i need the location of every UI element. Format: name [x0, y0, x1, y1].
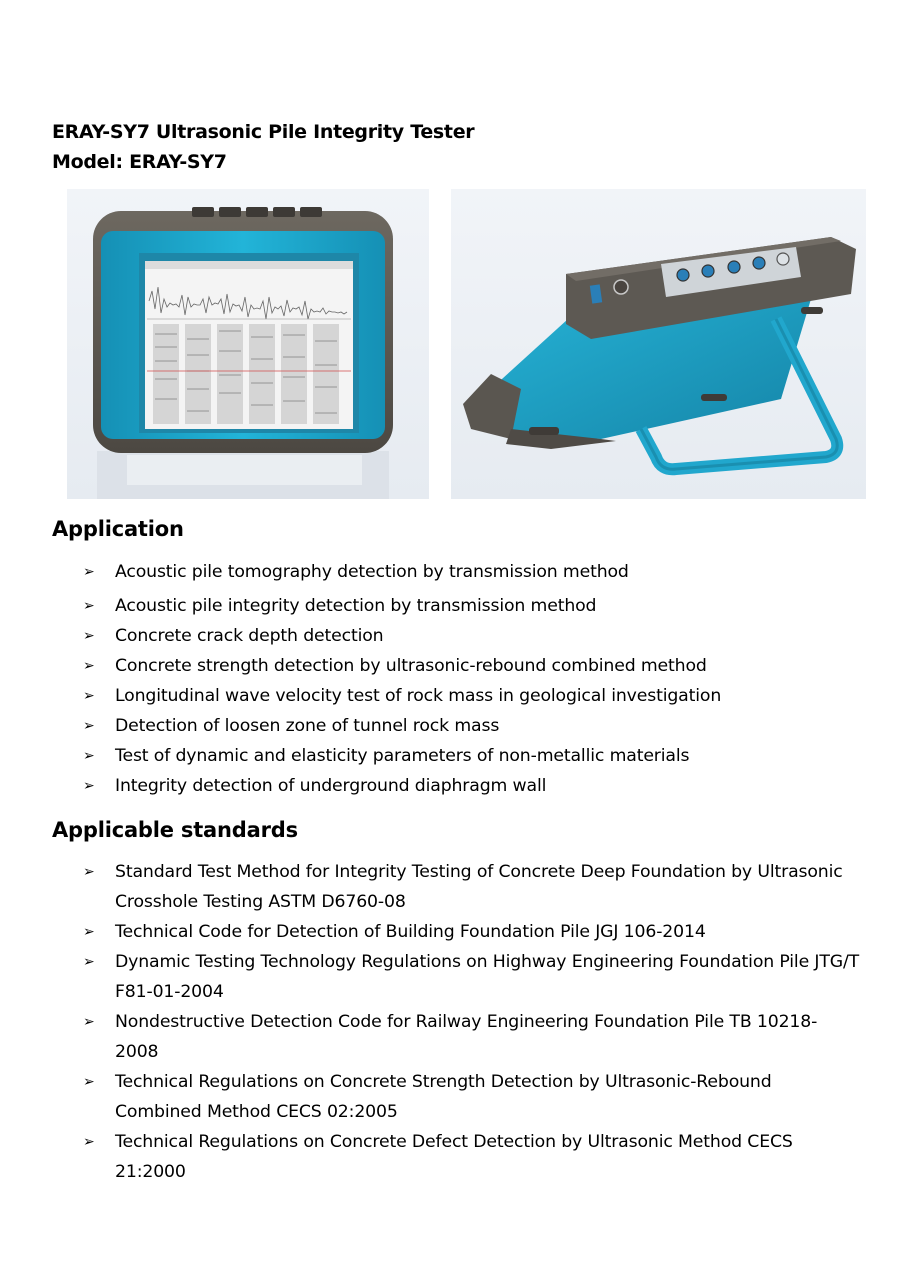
application-item-text: Longitudinal wave velocity test of rock mass in geological investigation [115, 686, 722, 706]
standard-item [0, 1127, 860, 1187]
arrow-bullet-icon: ➢ [83, 658, 95, 674]
standard-item [0, 1007, 860, 1067]
application-heading: Application [52, 517, 184, 541]
arrow-bullet-icon: ➢ [83, 564, 95, 580]
arrow-bullet-icon: ➢ [83, 598, 95, 614]
application-item-text: Acoustic pile tomography detection by transmission method [115, 562, 629, 582]
model-line: Model: ERAY-SY7 [52, 151, 227, 173]
arrow-bullet-icon: ➢ [83, 688, 95, 704]
standard-item-text: Technical Code for Detection of Building Foundation Pile JGJ 106-2014 [115, 922, 706, 942]
product-title: ERAY-SY7 Ultrasonic Pile Integrity Tester [52, 121, 475, 143]
application-item [0, 557, 860, 587]
standard-item [0, 1067, 860, 1127]
application-item [0, 621, 860, 651]
standard-item-text: Dynamic Testing Technology Regulations on Highway Engineering Foundation Pile JTG/T F81-01-2004 [115, 952, 860, 1002]
arrow-bullet-icon: ➢ [83, 954, 95, 970]
arrow-bullet-icon: ➢ [83, 1134, 95, 1150]
standard-item [0, 917, 860, 947]
standard-item-text: Technical Regulations on Concrete Defect Detection by Ultrasonic Method CECS 21:2000 [115, 1132, 793, 1182]
arrow-bullet-icon: ➢ [83, 778, 95, 794]
standard-item-text: Nondestructive Detection Code for Railway Engineering Foundation Pile TB 10218-2008 [115, 1012, 818, 1062]
standard-item-text: Standard Test Method for Integrity Testing of Concrete Deep Foundation by Ultrasonic Crosshole Testing ASTM D6760-08 [115, 862, 843, 912]
standard-item [0, 857, 860, 917]
arrow-bullet-icon: ➢ [83, 864, 95, 880]
application-item [0, 771, 860, 801]
arrow-bullet-icon: ➢ [83, 924, 95, 940]
standard-item [0, 947, 860, 1007]
application-item-text: Detection of loosen zone of tunnel rock mass [115, 716, 500, 736]
standards-heading: Applicable standards [52, 818, 298, 842]
application-item-text: Acoustic pile integrity detection by transmission method [115, 596, 597, 616]
device-front-photo [67, 189, 429, 499]
application-item [0, 651, 860, 681]
tablet-front-illustration [67, 189, 429, 499]
tablet-rear-illustration [451, 189, 866, 499]
standards-list [0, 857, 860, 1187]
application-item-text: Test of dynamic and elasticity parameters of non-metallic materials [115, 746, 690, 766]
arrow-bullet-icon: ➢ [83, 1074, 95, 1090]
application-item-text: Concrete crack depth detection [115, 626, 384, 646]
device-rear-photo [451, 189, 866, 499]
arrow-bullet-icon: ➢ [83, 748, 95, 764]
arrow-bullet-icon: ➢ [83, 628, 95, 644]
application-item [0, 711, 860, 741]
arrow-bullet-icon: ➢ [83, 1014, 95, 1030]
application-item [0, 681, 860, 711]
application-item [0, 591, 860, 621]
application-item-text: Integrity detection of underground diaphragm wall [115, 776, 547, 796]
application-item [0, 741, 860, 771]
standard-item-text: Technical Regulations on Concrete Strength Detection by Ultrasonic-Rebound Combined Method CECS 02:2005 [115, 1072, 772, 1122]
arrow-bullet-icon: ➢ [83, 718, 95, 734]
application-item-text: Concrete strength detection by ultrasonic-rebound combined method [115, 656, 707, 676]
application-list [0, 557, 860, 801]
